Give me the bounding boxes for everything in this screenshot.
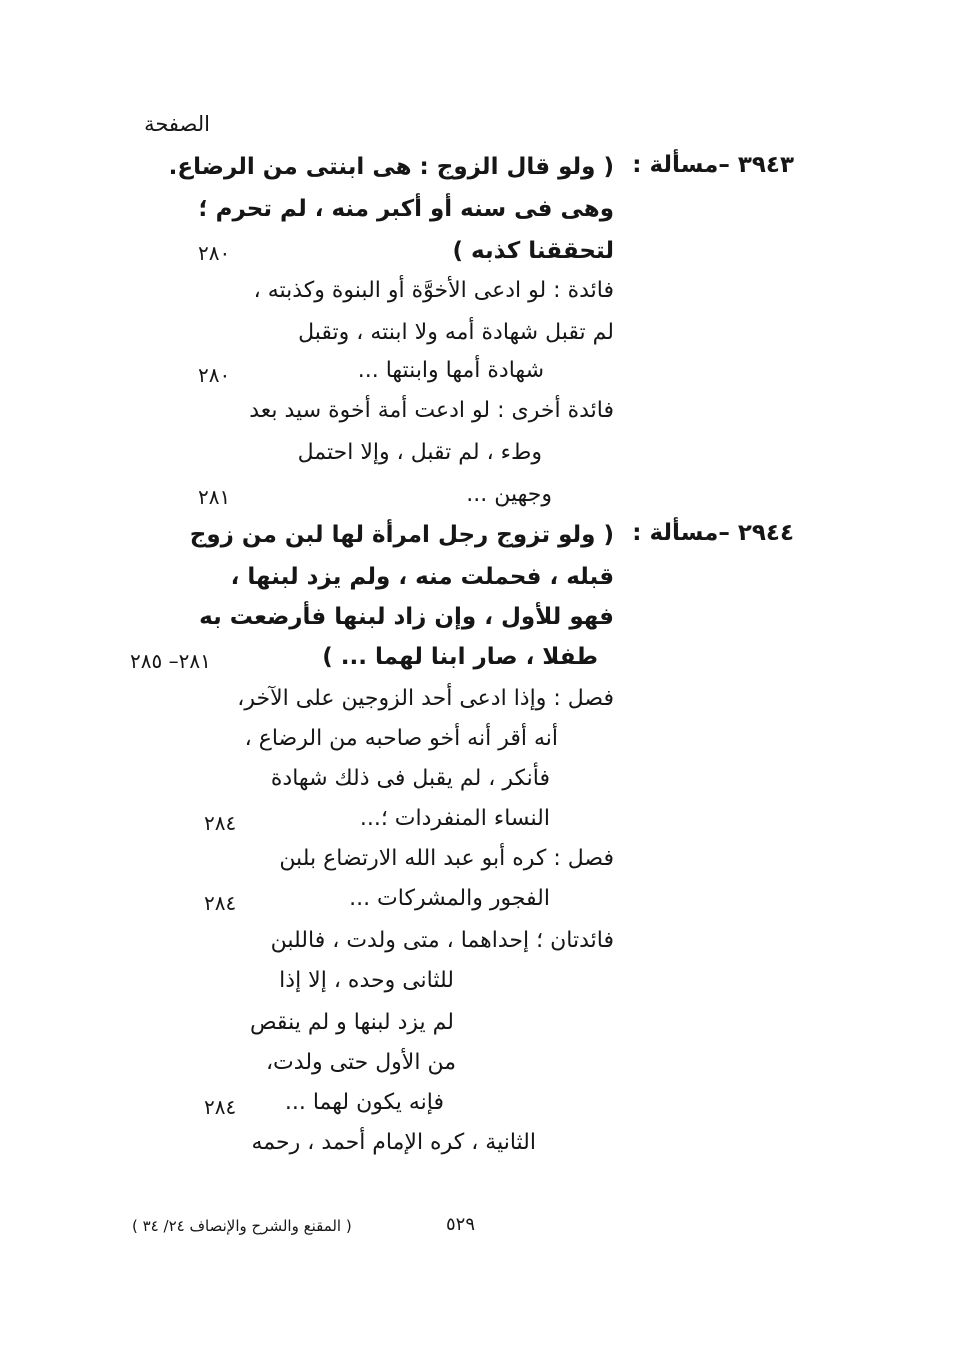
page-reference: ٢٨٠ <box>198 363 231 387</box>
entry-text-line: لتحققنا كذبه ) <box>452 238 614 264</box>
page-reference: ٢٨٤ <box>204 891 237 915</box>
entry-text-line: فائدة : لو ادعى الأخوَّة أو البنوة وكذبته ، <box>253 278 614 303</box>
entry-heading: ٣٩٤٣ –مسألة : <box>632 152 794 178</box>
entry-text-line: فائدتان ؛ إحداهما ، متى ولدت ، فاللبن <box>270 928 614 953</box>
entry-text-line: لم يزد لبنها و لم ينقص <box>249 1010 454 1035</box>
entry-text-line: وجهين ... <box>466 482 552 507</box>
entry-text-line: أنه أقر أنه أخو صاحبه من الرضاع ، <box>244 726 558 751</box>
entry-text-line: طفلا ، صار ابنا لهما ... ) <box>322 644 598 670</box>
entry-text-line: قبله ، فحملت منه ، ولم يزد لبنها ، <box>230 564 614 590</box>
entry-text-line: فائدة أخرى : لو ادعت أمة أخوة سيد بعد <box>249 398 614 423</box>
page-reference: ٢٨٠ <box>198 241 231 265</box>
page-column-header: الصفحة <box>144 112 210 136</box>
entry-text-line: ( ولو قال الزوج : هى ابنتى من الرضاع. <box>168 154 614 180</box>
entry-text-line: ( ولو تزوج رجل امرأة لها لبن من زوج <box>189 522 614 548</box>
entry-text-line: وهى فى سنه أو أكبر منه ، لم تحرم ؛ <box>198 196 614 222</box>
footer-source-reference: ( المقنع والشرح والإنصاف ٢٤/ ٣٤ ) <box>132 1217 352 1235</box>
entry-text-line: الثانية ، كره الإمام أحمد ، رحمه <box>251 1130 536 1155</box>
page-reference: ٢٨١– ٢٨٥ <box>130 649 211 673</box>
entry-text-line: فإنه يكون لهما ... <box>284 1090 444 1115</box>
page-reference: ٢٨١ <box>198 485 231 509</box>
entry-text-line: الفجور والمشركات ... <box>349 886 550 911</box>
entry-text-line: فصل : كره أبو عبد الله الارتضاع بلبن <box>279 846 614 871</box>
entry-text-line: من الأول حتى ولدت، <box>265 1050 456 1075</box>
entry-text-line: للثانى وحده ، إلا إذا <box>279 968 454 993</box>
footer-page-number: ٥٢٩ <box>446 1214 476 1235</box>
entry-heading: ٢٩٤٤ –مسألة : <box>632 520 794 546</box>
entry-text-line: شهادة أمها وابنتها ... <box>357 358 544 383</box>
entry-text-line: وطء ، لم تقبل ، وإلا احتمل <box>297 440 542 465</box>
page-reference: ٢٨٤ <box>204 811 237 835</box>
page-reference: ٢٨٤ <box>204 1095 237 1119</box>
entry-text-line: لم تقبل شهادة أمه ولا ابنته ، وتقبل <box>298 320 614 345</box>
entry-text-line: فأنكر ، لم يقبل فى ذلك شهادة <box>270 766 550 791</box>
entry-text-line: فهو للأول ، وإن زاد لبنها فأرضعت به <box>199 604 614 630</box>
entry-text-line: فصل : وإذا ادعى أحد الزوجين على الآخر، <box>237 686 614 711</box>
entry-text-line: النساء المنفردات ؛... <box>359 806 550 831</box>
